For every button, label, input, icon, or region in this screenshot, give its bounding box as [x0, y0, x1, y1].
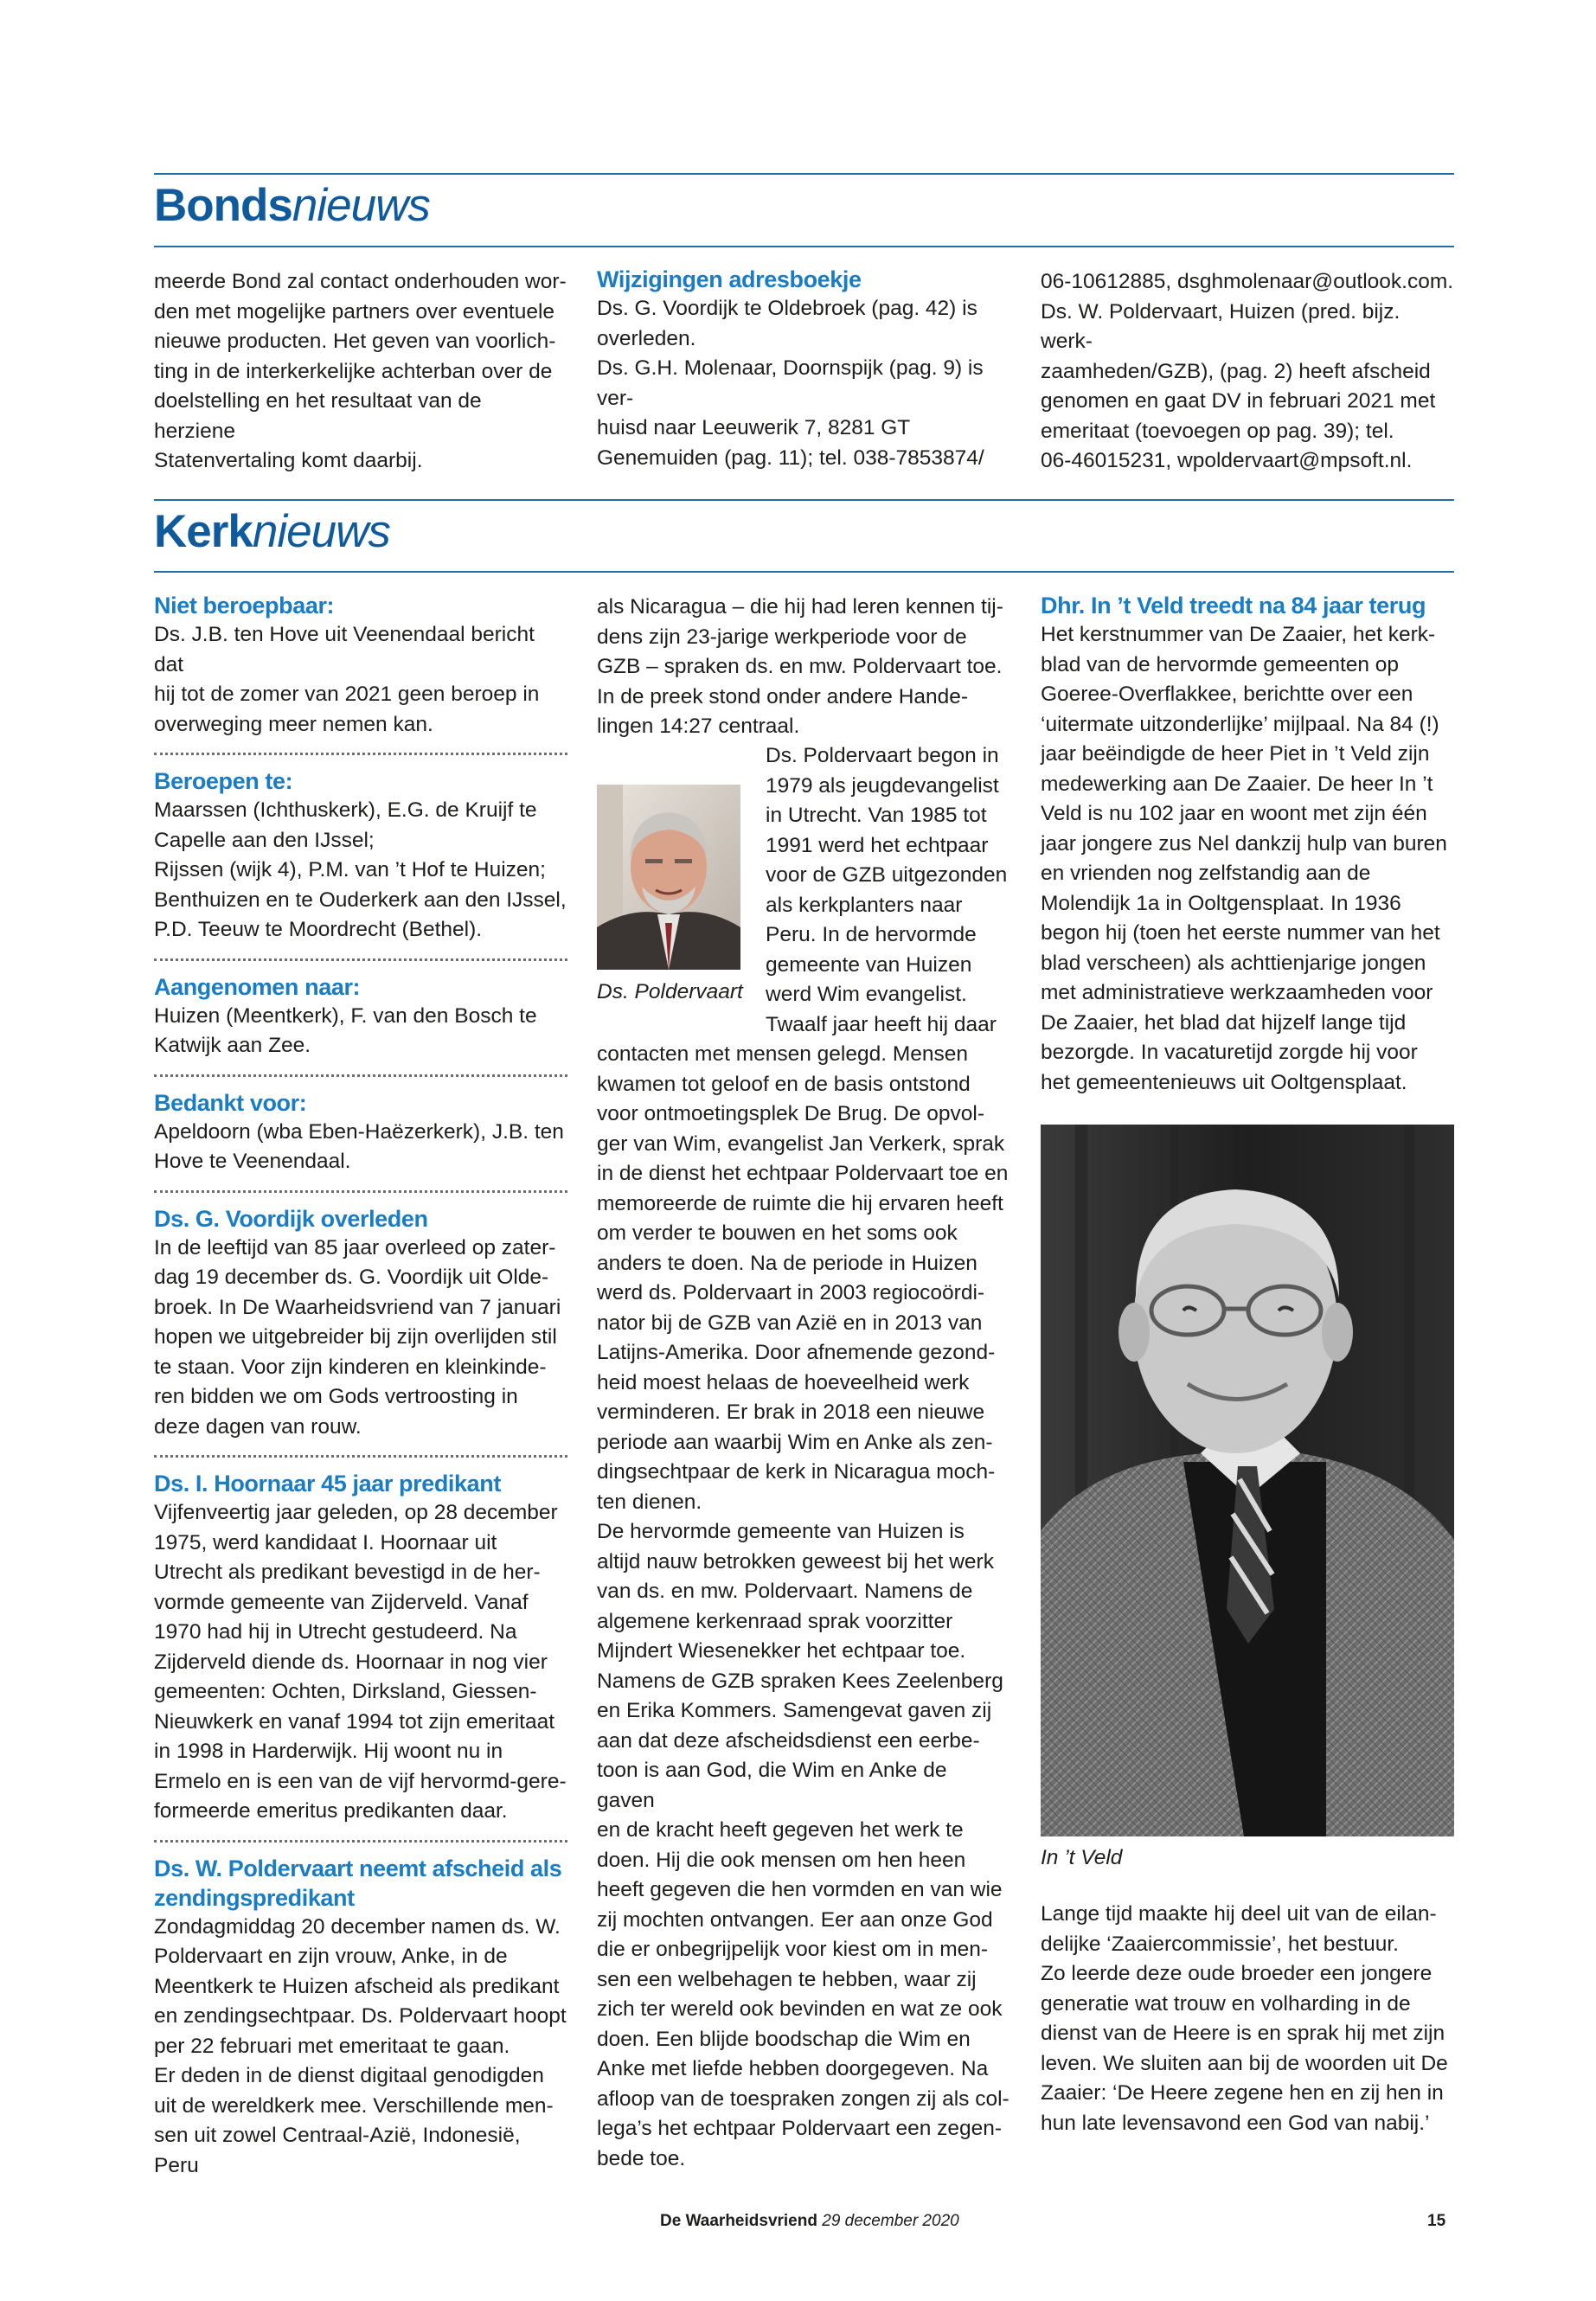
text-line: vormde gemeente van Zijderveld. Vanaf [154, 1590, 529, 1614]
text-line: Ds. G. Voordijk te Oldebroek (pag. 42) is [597, 297, 977, 320]
text-line: aan dat deze afscheidsdienst een eerbe- [597, 1728, 980, 1753]
text-line: Ds. Poldervaart begon in [766, 744, 999, 767]
text-line: sen een welbehagen te hebben, waar zij [597, 1967, 977, 1991]
text-line: doen. Een blijde boodschap die Wim en [597, 2027, 971, 2051]
photo-ds-poldervaart [597, 785, 740, 970]
bottom-rule-bonds [154, 246, 1454, 247]
text-line: dienst van de Heere is en sprak hij met zijn [1041, 2022, 1445, 2045]
heading-bedankt: Bedankt voor: [154, 1089, 307, 1116]
portrait-in-t-veld-image [1041, 1125, 1454, 1836]
portrait-poldervaart-image [597, 785, 740, 970]
text-line: kwamen tot geloof en de basis ontstond [597, 1072, 971, 1096]
text-line: gemeente van Huizen [766, 952, 972, 977]
text-line: in de dienst het echtpaar Poldervaart toe en [597, 1162, 1009, 1185]
text-line: Zondagmiddag 20 december namen ds. W. [154, 1914, 561, 1939]
text-line: 06-10612885, dsghmolenaar@outlook.com. [1041, 270, 1454, 293]
dotted-divider [154, 753, 567, 755]
text-line: Molendijk 1a in Ooltgensplaat. In 1936 [1041, 891, 1401, 915]
text-line: emeritaat (toevoegen op pag. 39); tel. [1041, 419, 1394, 443]
text-line: Hove te Veenendaal. [154, 1150, 351, 1173]
text-line: Katwijk aan Zee. [154, 1034, 311, 1057]
text-line: doen. Hij die ook mensen om hen heen [597, 1848, 966, 1872]
text-line: 1991 werd het echtpaar [766, 833, 989, 857]
kerk-column-3-bottom [1041, 1900, 1454, 2138]
text-line: Vijfenveertig jaar geleden, op 28 december [154, 1501, 558, 1524]
text-line: afloop van de toespraken zongen zij als col- [597, 2086, 1010, 2111]
text-line: Nieuwkerk en vanaf 1994 tot zijn emeritaat [154, 1709, 555, 1734]
text-line: te staan. Voor zijn kinderen en kleinkinde- [154, 1355, 547, 1379]
text-line: bede toe. [597, 2146, 686, 2170]
text-line: contacten met mensen gelegd. Mensen [597, 1042, 969, 1066]
text-line: huisd naar Leeuwerik 7, 8281 GT [597, 416, 911, 439]
dotted-divider [154, 1840, 567, 1843]
heading-hoornaar: Ds. I. Hoornaar 45 jaar predikant [154, 1471, 501, 1497]
text-line: lingen 14:27 centraal. [597, 715, 800, 738]
text-line: heeft gegeven die hen vormden en van wie [597, 1878, 1003, 1901]
footer-magazine [660, 2211, 959, 2232]
text-line: formeerde emeritus predikanten daar. [154, 1799, 508, 1823]
text-line: werd ds. Poldervaart in 2003 regiocoördi- [597, 1281, 985, 1304]
text-line: Poldervaart en zijn vrouw, Anke, in de [154, 1945, 508, 1968]
text-line: P.D. Teeuw te Moordrecht (Bethel). [154, 918, 483, 941]
text-line: ren bidden we om Gods vertroosting in [154, 1385, 518, 1408]
text-line: blad van de hervormde gemeenten op [1041, 652, 1400, 676]
heading-in-t-veld: Dhr. In ’t Veld treedt na 84 jaar terug [1041, 593, 1426, 619]
kerk-column-3-top [1041, 591, 1454, 1098]
top-rule-bonds [154, 173, 1454, 175]
text-line: Er deden in de dienst digitaal genodigden [154, 2064, 544, 2087]
section-title-kerknieuws: Kerknieuws [154, 506, 390, 557]
text-line: voor de GZB uitgezonden [766, 863, 1008, 887]
text-line: GZB – spraken ds. en mw. Poldervaart toe. [597, 655, 1003, 678]
text-line: Ds. W. Poldervaart, Huizen (pred. bijz. werk- [1041, 299, 1401, 353]
text-line: Peru. In de hervormde [766, 923, 977, 946]
text-line: overleden. [597, 326, 696, 350]
text-line: Statenvertaling komt daarbij. [154, 449, 423, 472]
text-line: Het kerstnummer van De Zaaier, het kerk- [1041, 623, 1436, 646]
heading-beroepen: Beroepen te: [154, 768, 293, 794]
text-line: Latijns-Amerika. Door afnemende gezond- [597, 1341, 996, 1364]
text-line: van ds. en mw. Poldervaart. Namens de [597, 1580, 973, 1603]
text-line: Genemuiden (pag. 11); tel. 038-7853874/ [597, 445, 984, 470]
bonds-column-1 [154, 267, 567, 477]
text-line: Apeldoorn (wba Eben-Haëzerkerk), J.B. ten [154, 1119, 564, 1144]
dotted-divider [154, 1190, 567, 1193]
text-line: Ermelo en is een van de vijf hervormd-gere- [154, 1769, 567, 1793]
text-line: dens zijn 23-jarige werkperiode voor de [597, 625, 967, 649]
section-title-bondsnieuws: Bondsnieuws [154, 180, 430, 231]
text-line: genomen en gaat DV in februari 2021 met [1041, 389, 1436, 413]
text-line: bezorgde. In vacaturetijd zorgde hij voor [1041, 1041, 1418, 1064]
kerk-column-1 [154, 591, 567, 2181]
text-line: Goeree-Overflakkee, berichtte over een [1041, 683, 1413, 706]
text-line: lega’s het echtpaar Poldervaart een zegen- [597, 2117, 1003, 2140]
text-line: altijd nauw betrokken geweest bij het werk [597, 1549, 994, 1574]
text-line: en zendingsechtpaar. Ds. Poldervaart hoopt [154, 2004, 567, 2028]
text-line: hopen we uitgebreider bij zijn overlijden stil [154, 1325, 557, 1349]
text-line: blad verscheen) als achttienjarige jongen [1041, 951, 1426, 975]
text-line: in 1998 in Harderwijk. Hij woont nu in [154, 1740, 503, 1763]
kerk-column-2-wrap [766, 741, 1016, 1040]
text-line: generatie wat trouw en volharding in de [1041, 1991, 1411, 2016]
caption-in-t-veld: In ’t Veld [1041, 1846, 1123, 1869]
text-line: 1979 als jeugdevangelist [766, 773, 999, 798]
dotted-divider [154, 958, 567, 961]
text-line: 06-46015231, wpoldervaart@mpsoft.nl. [1041, 449, 1413, 472]
text-line: hij tot de zomer van 2021 geen beroep in [154, 683, 540, 706]
text-line: ting in de interkerkelijke achterban over de [154, 359, 553, 383]
heading-poldervaart-line-1: Ds. W. Poldervaart neemt afscheid als [154, 1855, 562, 1881]
text-line: zich ter wereld ook bevinden en wat ze ook [597, 1997, 1003, 2021]
text-line: om verder te bouwen en het soms ook [597, 1221, 958, 1245]
top-rule-kerk [154, 499, 1454, 501]
text-line: ger van Wim, evangelist Jan Verkerk, sprak [597, 1131, 1005, 1156]
text-line: delijke ‘Zaaiercommissie’, het bestuur. [1041, 1932, 1399, 1956]
heading-voordijk-overleden: Ds. G. Voordijk overleden [154, 1205, 428, 1232]
text-line: medewerking aan De Zaaier. De heer In ’t [1041, 772, 1433, 796]
text-line: die er onbegrijpelijk voor kiest om in men- [597, 1938, 989, 1961]
kerk-column-2-top [597, 593, 1010, 742]
text-line: jaar beëindigde de heer Piet in ’t Veld zijn [1041, 742, 1430, 766]
text-line: Lange tijd maakte hij deel uit van de eilan- [1041, 1902, 1437, 1926]
text-line: broek. In De Waarheidsvriend van 7 januari [154, 1295, 561, 1319]
text-line: Maarssen (Ichthuskerk), E.G. de Kruijf te [154, 798, 537, 822]
text-line: doelstelling en het resultaat van de herziene [154, 389, 482, 443]
text-line: Ds. G.H. Molenaar, Doornspijk (pag. 9) is ver- [597, 356, 984, 410]
caption-ds-poldervaart: Ds. Poldervaart [597, 980, 743, 1003]
text-line: het gemeentenieuws uit Ooltgensplaat. [1041, 1070, 1407, 1094]
bottom-rule-kerk [154, 571, 1454, 573]
text-line: periode aan waarbij Wim en Anke als zen- [597, 1430, 993, 1454]
text-line: per 22 februari met emeritaat te gaan. [154, 2034, 510, 2058]
text-line: den met mogelijke partners over eventuele [154, 299, 555, 324]
text-line: ten dienen. [597, 1490, 702, 1514]
text-line: In de preek stond onder andere Hande- [597, 684, 969, 708]
bonds-column-3 [1041, 267, 1454, 477]
text-line: De hervormde gemeente van Huizen is [597, 1520, 965, 1543]
text-line: Rijssen (wijk 4), P.M. van ’t Hof te Huizen; [154, 858, 546, 881]
text-line: Benthuizen en te Ouderkerk aan den IJssel, [154, 888, 567, 912]
text-line: dingsechtpaar de kerk in Nicaragua moch- [597, 1460, 996, 1484]
text-line: en Erika Kommers. Samengevat gaven zij [597, 1699, 992, 1722]
text-line: Utrecht als predikant bevestigd in de her- [154, 1561, 541, 1584]
text-line: ‘uitermate uitzonderlijke’ mijlpaal. Na 84 (!) [1041, 712, 1439, 736]
text-line: Capelle aan den IJssel; [154, 828, 375, 852]
text-line: hun late levensavond een God van nabij.’ [1041, 2111, 1430, 2135]
text-line: Twaalf jaar heeft hij daar [766, 1012, 997, 1036]
text-line: en de kracht heeft gegeven het werk te [597, 1818, 964, 1842]
text-line: Meentkerk te Huizen afscheid als predikant [154, 1974, 560, 1998]
text-line: In de leeftijd van 85 jaar overleed op zater- [154, 1235, 556, 1259]
heading-poldervaart-line-2: zendingspredikant [154, 1884, 355, 1911]
text-line: met administratieve werkzaamheden voor [1041, 981, 1433, 1004]
text-line: Mijndert Wiesenekker het echtpaar toe. [597, 1639, 966, 1663]
text-line: Veld is nu 102 jaar en woont met zijn één [1041, 802, 1427, 825]
dotted-divider [154, 1074, 567, 1077]
text-line: anders te doen. Na de periode in Huizen [597, 1251, 977, 1275]
heading-niet-beroepbaar: Niet beroepbaar: [154, 593, 335, 619]
heading-wijzigingen-adresboekje: Wijzigingen adresboekje [597, 266, 862, 292]
text-line: memoreerde de ruimte die hij ervaren heeft [597, 1191, 1003, 1215]
text-line: zaamheden/GZB), (pag. 2) heeft afscheid [1041, 359, 1431, 383]
text-line: nieuwe producten. Het geven van voorlich- [154, 330, 556, 353]
text-line: in Utrecht. Van 1985 tot [766, 804, 987, 827]
text-line: verminderen. Er brak in 2018 een nieuwe [597, 1400, 985, 1424]
footer-magazine-name: De Waarheidsvriend [660, 2212, 817, 2230]
text-line: zij mochten ontvangen. Eer aan onze God [597, 1907, 993, 1932]
text-line: werd Wim evangelist. [766, 983, 967, 1006]
text-line: Namens de GZB spraken Kees Zeelenberg [597, 1669, 1003, 1693]
text-line: Ds. J.B. ten Hove uit Veenendaal bericht dat [154, 623, 535, 676]
footer-page-number: 15 [1427, 2212, 1446, 2230]
dotted-divider [154, 1455, 567, 1458]
text-line: toon is aan God, die Wim en Anke de gaven [597, 1759, 947, 1812]
text-line: overweging meer nemen kan. [154, 712, 433, 736]
photo-in-t-veld [1041, 1125, 1454, 1836]
text-line: leven. We sluiten aan bij de woorden uit De [1041, 2051, 1448, 2075]
text-line: nator bij de GZB van Azië en in 2013 van [597, 1311, 983, 1335]
text-line: Huizen (Meentkerk), F. van den Bosch te [154, 1003, 537, 1028]
text-line: Anke met liefde hebben doorgegeven. Na [597, 2057, 989, 2080]
text-line: voor ontmoetingsplek De Brug. De opvol- [597, 1102, 985, 1125]
text-line: meerde Bond zal contact onderhouden wor- [154, 270, 567, 293]
text-line: sen uit zowel Centraal-Azië, Indonesië, Peru [154, 2124, 521, 2177]
text-line: 1970 had hij in Utrecht gestudeerd. Na [154, 1620, 517, 1644]
text-line: uit de wereldkerk mee. Verschillende men- [154, 2093, 554, 2118]
text-line: heid moest helaas de hoeveelheid werk [597, 1370, 970, 1394]
text-line: Zo leerde deze oude broeder een jongere [1041, 1962, 1433, 1985]
kerk-column-2-bottom [597, 1040, 1010, 2174]
text-line: begon hij (toen het eerste nummer van het [1041, 921, 1440, 945]
text-line: als Nicaragua – die hij had leren kennen tij- [597, 595, 1003, 619]
text-line: jaar jongere zus Nel dankzij hulp van buren [1041, 831, 1447, 856]
text-line: De Zaaier, het blad dat hijzelf lange tijd [1041, 1010, 1407, 1035]
footer-date: 29 december 2020 [822, 2212, 959, 2230]
text-line: dag 19 december ds. G. Voordijk uit Olde- [154, 1266, 549, 1289]
text-line: gemeenten: Ochten, Dirksland, Giessen- [154, 1680, 537, 1703]
text-line: als kerkplanters naar [766, 893, 963, 917]
text-line: algemene kerkenraad sprak voorzitter [597, 1609, 953, 1633]
text-line: 1975, werd kandidaat I. Hoornaar uit [154, 1530, 497, 1554]
text-line: Zaaier: ‘De Heere zegene hen en zij hen in [1041, 2081, 1444, 2105]
text-line: Zijderveld diende ds. Hoornaar in nog vier [154, 1650, 548, 1674]
text-line: en vrienden nog zelfstandig aan de [1041, 862, 1371, 885]
heading-aangenomen: Aangenomen naar: [154, 973, 361, 1000]
text-line: deze dagen van rouw. [154, 1414, 362, 1439]
bonds-column-2 [597, 265, 1010, 473]
